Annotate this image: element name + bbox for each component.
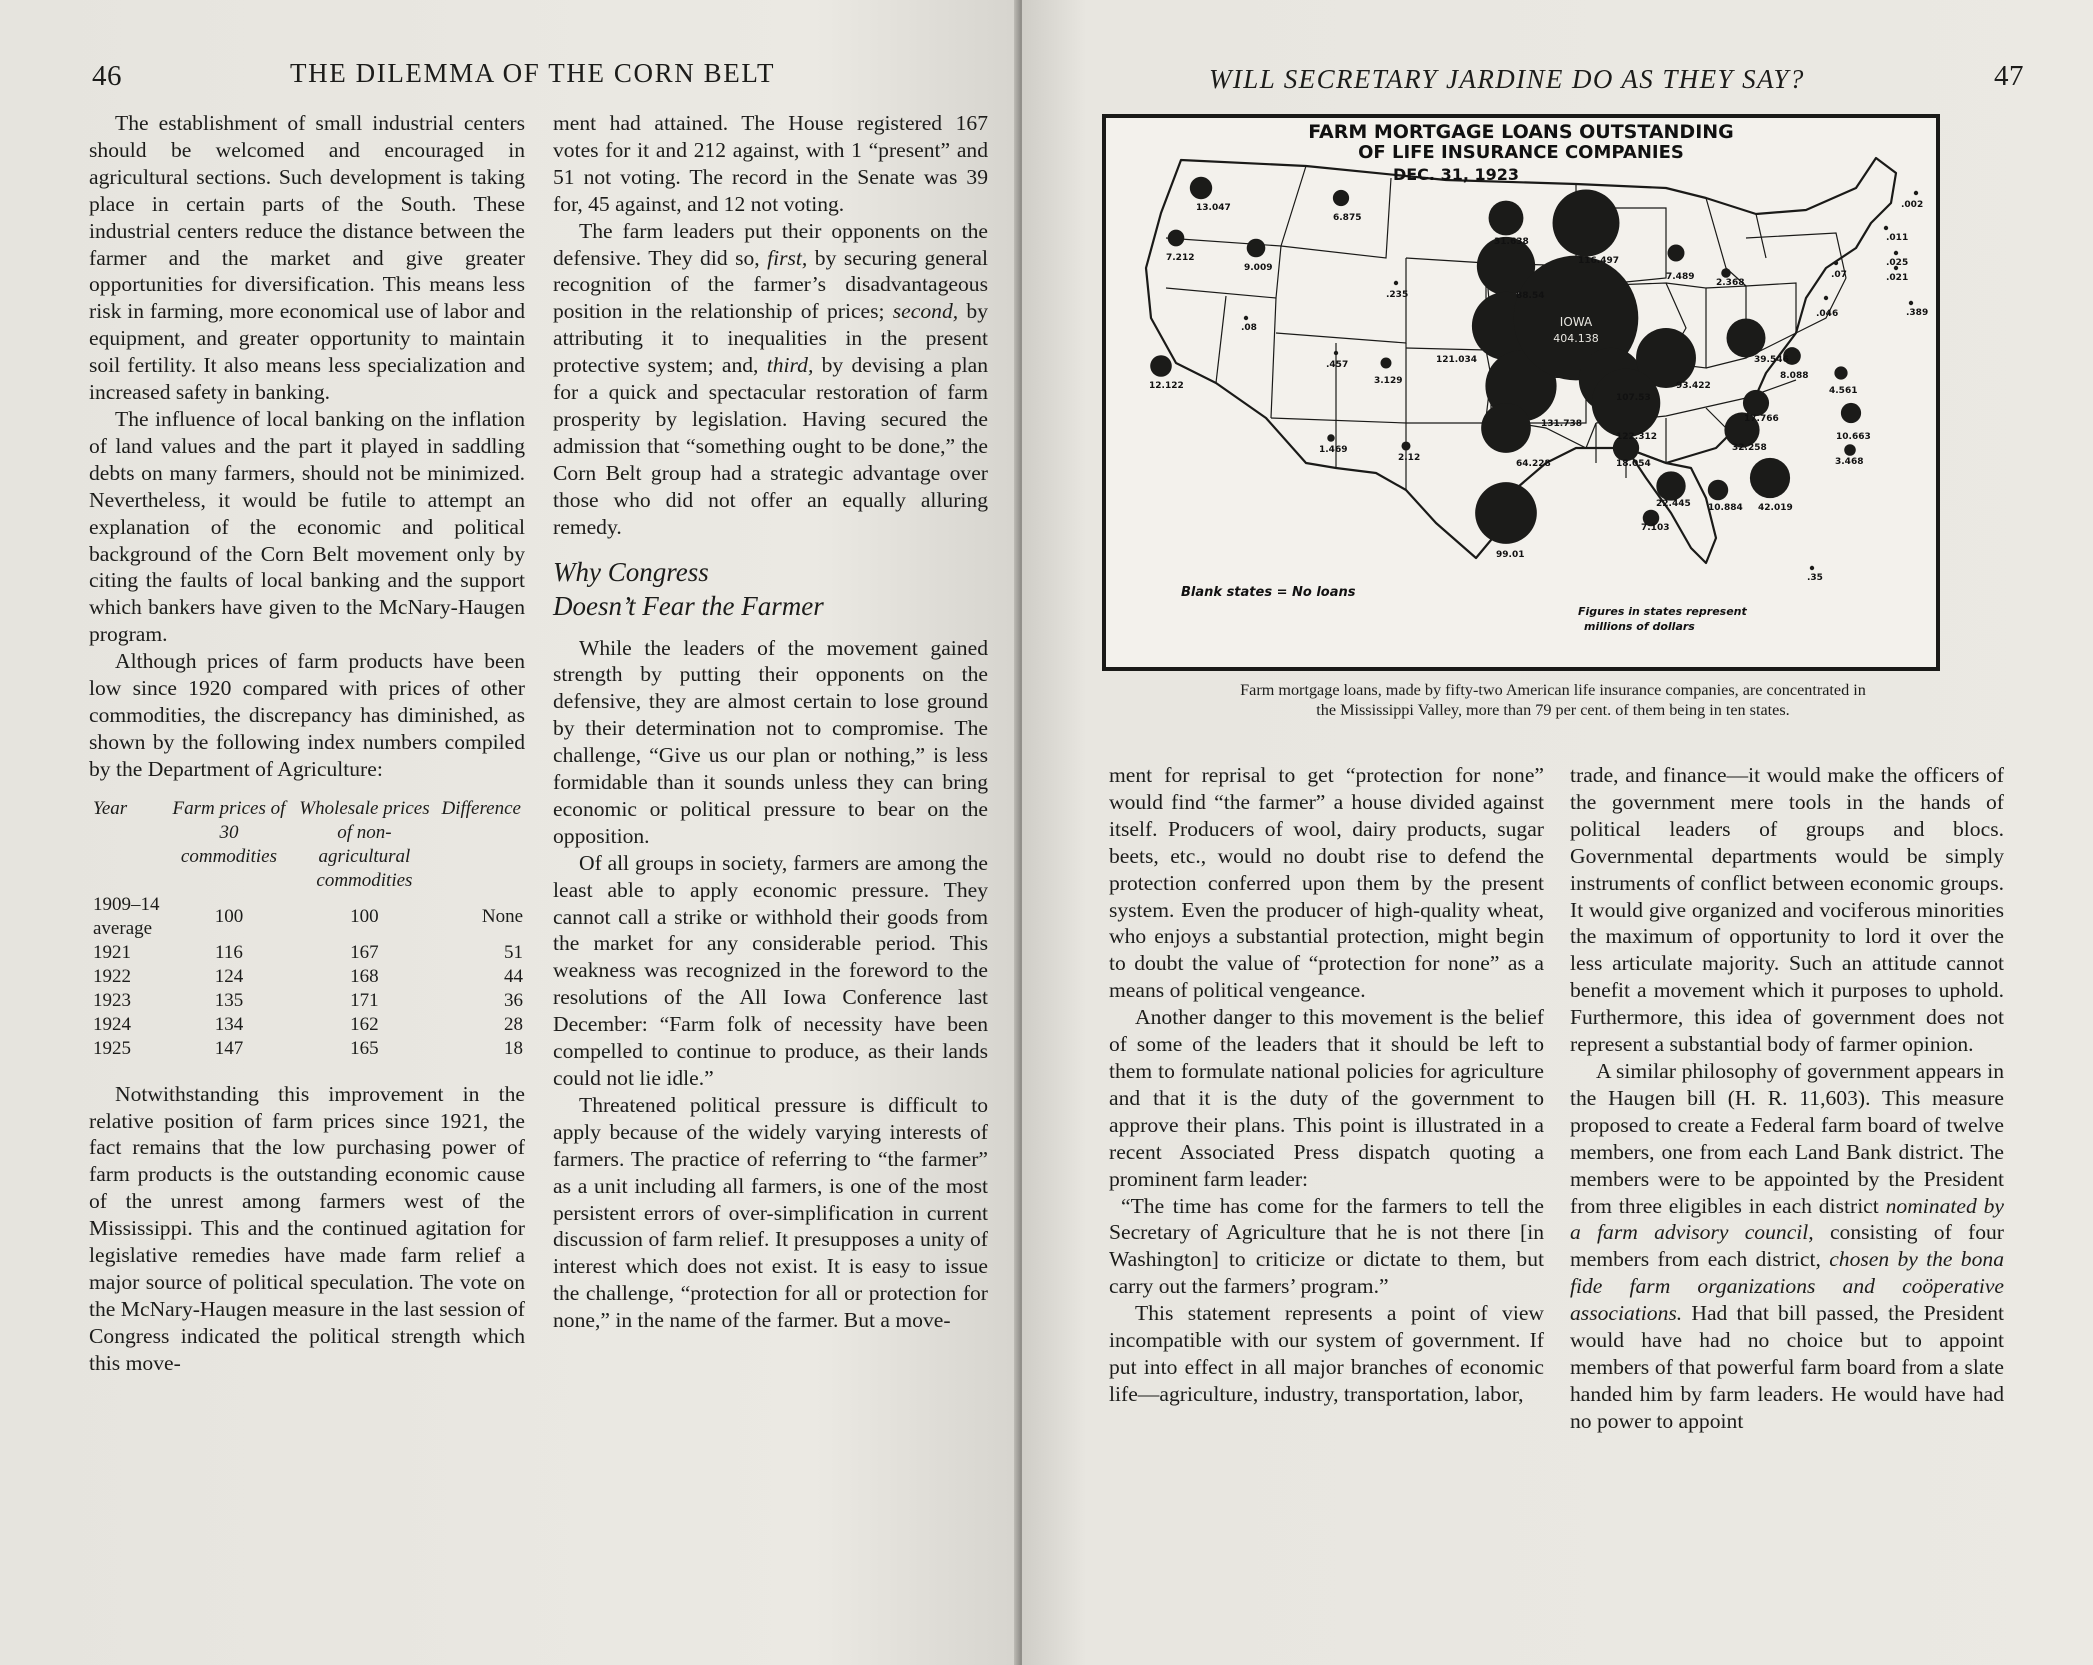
table-cell: 171: [350, 989, 379, 1011]
loan-dot: [1894, 251, 1898, 255]
subhead-line: Doesn’t Fear the Farmer: [553, 590, 824, 621]
table-cell: 162: [350, 1013, 379, 1035]
state-border: [1756, 214, 1766, 258]
loan-label: 3.468: [1835, 457, 1864, 467]
paragraph: This statement represents a point of view incompatible with our system of government. If put into effect in all major branches of economic life—agriculture, industry, transportation, labor,: [1109, 1301, 1544, 1406]
loan-label: .011: [1886, 233, 1909, 243]
table-cell: 147: [214, 1037, 244, 1059]
table-cell: None: [481, 905, 523, 927]
paragraph: [553, 218, 988, 541]
table-cell: 134: [214, 1013, 244, 1035]
table-cell: 28: [504, 1013, 523, 1035]
emphasis-first: first,: [767, 245, 808, 270]
loan-label: 131.738: [1541, 419, 1582, 429]
loan-label: 39.546: [1754, 355, 1789, 365]
table-cell: 1925: [93, 1037, 131, 1059]
paragraph: trade, and finance—it would make the officers of the government mere tools in the hands of political leaders of groups and blocs. Governmental departments would be simply instruments of conflict between economic groups. It would give organized and vociferous minorities the maximum of opportunity to lord it over the less articulate majority. Such an attitude cannot benefit a movement which it purposes to uphold. Furthermore, this idea of government does not represent a substantial body of farmer opinion.: [1570, 763, 2004, 1057]
loan-label: 122.312: [1616, 432, 1657, 442]
state-border: [1216, 296, 1226, 383]
us-map-figure: [1106, 118, 1936, 667]
map-legend-figures-line2: millions of dollars: [1584, 620, 1695, 633]
loan-label: 6.875: [1333, 213, 1362, 223]
loan-dot: [1394, 281, 1398, 285]
loan-label: 3.129: [1374, 376, 1403, 386]
loan-dot: [1244, 316, 1248, 320]
loan-label: 121.034: [1436, 355, 1477, 365]
loan-label: 107.53: [1616, 393, 1651, 403]
loan-label: 88.54: [1516, 291, 1545, 301]
table-row: [89, 941, 525, 965]
emphasis-second: second,: [892, 299, 959, 324]
table-cell: 100: [214, 905, 244, 927]
loan-dot: [1553, 190, 1620, 257]
loan-dot: [1150, 355, 1172, 377]
paragraph: ment for reprisal to get “protection for none” would find “the farmer” a house divided against itself. Producers of wool, dairy products, sugar beets, etc., would no doubt rise to defend the protection conferred upon them by the present system. Even the producer of high-quality wheat, who enjoys a substantial protection, might begin to doubt the value of “protection for none” as a means of political vengeance.: [1109, 763, 1544, 1003]
table-cell: 165: [350, 1037, 379, 1059]
text-run: by attributing it to inequalities in the present protective system; and,: [553, 299, 989, 378]
state-border: [1276, 258, 1409, 343]
table-cell: 51: [504, 941, 523, 963]
text-run: consisting of four members from each district,: [1570, 1220, 2004, 1272]
iowa-label: IOWA: [1559, 315, 1593, 329]
loan-label: 9.009: [1244, 263, 1273, 273]
loan-dot: [1489, 201, 1524, 236]
loan-dot: [1401, 441, 1410, 450]
table-cell: 168: [350, 965, 379, 987]
loan-label: 7.212: [1166, 253, 1195, 263]
loan-label: 10.663: [1836, 432, 1871, 442]
text-run: A similar philosophy of government appears in the Haugen bill (H. R. 11,603). This measure proposed to create a Federal farm board of twelve members, one from each Land Bank district. The members were to be appointed by the President from three eligibles in each district: [1570, 1058, 2004, 1218]
loan-label: 2.368: [1716, 278, 1745, 288]
caption-line: the Mississippi Valley, more than 79 per cent. of them being in ten states.: [1316, 701, 1790, 719]
loan-dot: [1190, 177, 1212, 199]
loan-label: 404.138: [1553, 332, 1599, 345]
table-cell: 1909–14 average: [93, 893, 160, 939]
left-page: [0, 0, 1020, 1665]
running-head-right: WILL SECRETARY JARDINE DO AS THEY SAY?: [1209, 64, 1805, 94]
loan-label: .235: [1386, 290, 1409, 300]
paragraph: ment had attained. The House registered 167 votes for it and 212 against, with 1 “present” and 51 not voting. The record in the Senate was 39 for, 45 against, and 12 not voting.: [553, 111, 988, 216]
table-cell: 116: [215, 941, 243, 963]
table-row: [89, 965, 525, 989]
loan-dot: [1909, 301, 1913, 305]
loan-dot: [1884, 226, 1888, 230]
loan-dot: [1834, 366, 1847, 379]
loan-dot: [1834, 261, 1838, 265]
loan-label: 1.469: [1319, 445, 1348, 455]
table-row: [89, 893, 525, 941]
table-header: Year: [93, 797, 128, 819]
paragraph: Of all groups in society, farmers are among the least able to apply economic pressure. They cannot call a strike or withhold their goods from the market for any considerable period. This weakness was recognized in the foreword to the resolutions of the All Iowa Conference last December: “Farm folk of necessity have been compelled to continue to produce, as their lands could not lie idle.”: [553, 850, 988, 1090]
loan-label: 116.497: [1578, 256, 1619, 266]
table-row: [89, 1013, 525, 1037]
paragraph: [1570, 1058, 2004, 1435]
table-cell: 1924: [93, 1013, 131, 1035]
loan-dot: [1327, 434, 1335, 442]
loan-label: 31.638: [1494, 237, 1529, 247]
paragraph: Notwithstanding this improvement in the relative position of farm prices since 1921, the fact remains that the low purchasing power of farm products is the outstanding economic cause of the unrest among farmers west of the Mississippi. This and the continued agitation for legislative remedies have made farm relief a major source of political speculation. The vote on the McNary-Haugen measure in the last session of Congress indicated the political strength which this move-: [89, 1081, 525, 1375]
loan-dot: [1721, 268, 1731, 278]
right-column-2: [1570, 762, 2004, 1435]
emphasis-chosen: chosen by the bona fide farm organizations and coöperative associations.: [1570, 1247, 2004, 1326]
loan-dot: [1592, 369, 1661, 438]
table-cell: 44: [504, 965, 523, 987]
caption-line: Farm mortgage loans, made by fifty-two American life insurance companies, are concentrated in: [1240, 681, 1866, 699]
loan-label: .35: [1807, 573, 1823, 583]
loan-label: .046: [1816, 309, 1839, 319]
loan-label: 13.047: [1196, 203, 1231, 213]
loan-label: 18.054: [1616, 459, 1651, 469]
loan-dot: [1381, 358, 1392, 369]
loan-label: 8.088: [1780, 371, 1809, 381]
table-row: [89, 989, 525, 1013]
loan-dot: [1810, 566, 1814, 570]
running-head-left: THE DILEMMA OF THE CORN BELT: [290, 58, 776, 88]
loan-label: 7.103: [1641, 523, 1670, 533]
loan-label: 12.122: [1149, 381, 1184, 391]
paragraph: Threatened political pressure is difficult to apply because of the widely varying interests of farmers. The practice of referring to “the farmer” as a unit including all farmers, is one of the most persistent errors of over-simplification in current discussion of farm relief. It presupposes a unity of interest which does not exist. It is easy to issue the challenge, “protection for all or protection for none,” in the name of the farmer. But a move-: [553, 1092, 988, 1333]
loan-label: 4.561: [1829, 386, 1858, 396]
block-quote: “The time has come for the farmers to tell the Secretary of Agriculture that he is not there [in Washington] to criticize or dictate to them, but carry out the farmers’ program.”: [1109, 1193, 1544, 1299]
map-title-date: DEC. 31, 1923: [1392, 165, 1520, 184]
loan-label: 2.12: [1398, 453, 1421, 463]
loan-label: 10.884: [1708, 503, 1743, 513]
loan-dot: [1824, 296, 1828, 300]
loan-label: 64.228: [1516, 459, 1551, 469]
paragraph: The influence of local banking on the inflation of land values and the part it played in saddling debts on many farmers, should not be minimized. Nevertheless, it would be futile to attempt an explanation of the economic and political background of the Corn Belt movement only by citing the faults of local banking and the support which bankers have given to the McNary-Haugen program.: [89, 406, 525, 647]
page-number-right: 47: [1994, 60, 2024, 92]
text-run: by devising a plan for a quick and spectacular restoration of farm prosperity by legislation. Having secured the admission that “something ought to be done,” the Corn Belt group had a strategic advantage over those who did not offer an equally alluring remedy.: [553, 353, 989, 539]
table-cell: 1923: [93, 989, 131, 1011]
loan-dot: [1475, 482, 1537, 544]
text-run: by securing general recognition of the farmer’s disadvantageous position in the relationship of prices;: [553, 245, 988, 324]
loan-dot: [1333, 190, 1349, 206]
loan-label: 99.01: [1496, 550, 1525, 560]
state-border: [1406, 376, 1491, 423]
page-number-left: 46: [92, 60, 122, 92]
loan-dot: [1727, 319, 1766, 358]
loan-label: 93.422: [1676, 381, 1711, 391]
subhead-line: Why Congress: [553, 556, 709, 587]
paragraph: While the leaders of the movement gained strength by putting their opponents on the defensive, they are almost certain to lose ground by their determination not to compromise. The challenge, “Give us our plan or nothing,” is less formidable than it sounds unless they can bring economic or political pressure to bear on the opposition.: [553, 635, 988, 848]
loan-dot: [1656, 471, 1685, 500]
table-cell: 18: [504, 1037, 523, 1059]
emphasis-third: third,: [766, 353, 814, 378]
loan-dot: [1334, 351, 1338, 355]
table-cell: 36: [504, 989, 523, 1011]
farm-mortgage-map: [1102, 114, 1940, 671]
loan-label: 22.445: [1656, 499, 1691, 509]
map-caption: [1110, 680, 1996, 720]
table-header-row: [89, 797, 525, 893]
loan-dot: [1844, 444, 1856, 456]
paragraph: Another danger to this movement is the belief of some of the leaders that it should be left to them to formulate national policies for agriculture and that it is the duty of the government to approve their plans. This point is illustrated in a recent Associated Press dispatch quoting a prominent farm leader:: [1109, 1005, 1544, 1191]
loan-dot: [1743, 390, 1769, 416]
table-cell: 1921: [93, 941, 131, 963]
table-header: Farm prices of 30 commodities: [172, 797, 286, 867]
loan-dot: [1708, 480, 1728, 500]
index-numbers-table: [89, 797, 525, 1061]
paragraph: The establishment of small industrial centers should be welcomed and encouraged in agricultural sections. Such development is taking place in certain parts of the South. These industrial centers reduce the distance between the farmer and the market and give greater opportunities for diversification. This means less risk in farming, more economical use of labor and equipment, and greater opportunity to maintain soil fertility. It also means less specialization and increased safety in banking.: [89, 111, 525, 405]
text-run: Had that bill passed, the President would have had no choice but to appoint members of that powerful farm board from a slate handed him by farm leaders. He would have had no power to appoint: [1570, 1301, 2004, 1433]
left-column-2: [553, 110, 988, 1334]
loan-label: 42.019: [1758, 503, 1793, 513]
loan-dot: [1481, 403, 1531, 453]
state-border: [1271, 298, 1276, 418]
loan-label: .002: [1901, 200, 1924, 210]
map-legend-blank-states: Blank states = No loans: [1181, 585, 1356, 600]
loan-label: .457: [1326, 360, 1349, 370]
loan-label: .07: [1831, 270, 1847, 280]
map-legend-figures-line1: Figures in states represent: [1578, 605, 1747, 618]
map-title-line2: OF LIFE INSURANCE COMPANIES: [1358, 142, 1684, 163]
table-header: Wholesale prices of non-agricultural commodities: [299, 797, 430, 891]
loan-label: .021: [1886, 273, 1909, 283]
table-cell: 100: [350, 905, 379, 927]
loan-dot: [1668, 245, 1685, 262]
table-cell: 124: [214, 965, 244, 987]
table-cell: 135: [214, 989, 244, 1011]
loan-label: 32.258: [1732, 443, 1767, 453]
paragraph: Although prices of farm products have been low since 1920 compared with prices of other commodities, the discrepancy has diminished, as shown by the following index numbers compiled by the Department of Agriculture:: [89, 649, 525, 781]
table-cell: 1922: [93, 965, 131, 987]
loan-label: .08: [1241, 323, 1257, 333]
loan-label: 7.489: [1666, 272, 1695, 282]
map-title-line1: FARM MORTGAGE LOANS OUTSTANDING: [1308, 121, 1734, 143]
right-column-1: [1109, 762, 1544, 1408]
loan-label: .025: [1886, 258, 1909, 268]
loan-dot: [1168, 230, 1185, 247]
loan-dot: [1841, 403, 1861, 423]
state-border: [1166, 166, 1306, 246]
loan-dot: [1914, 191, 1918, 195]
table-cell: 167: [350, 941, 379, 963]
emphasis-nominated: nominated by a farm advisory council,: [1570, 1193, 2004, 1245]
loan-dot: [1247, 239, 1266, 258]
loan-label: .389: [1906, 308, 1929, 318]
text-run: The farm leaders put their opponents on the defensive. They did so,: [553, 218, 988, 270]
loan-dot: [1750, 458, 1790, 498]
table-header: Difference: [441, 797, 521, 819]
left-column-1: [89, 110, 525, 1377]
loan-label: 17.766: [1744, 414, 1779, 424]
section-subhead: [553, 555, 988, 623]
table-row: [89, 1037, 525, 1061]
